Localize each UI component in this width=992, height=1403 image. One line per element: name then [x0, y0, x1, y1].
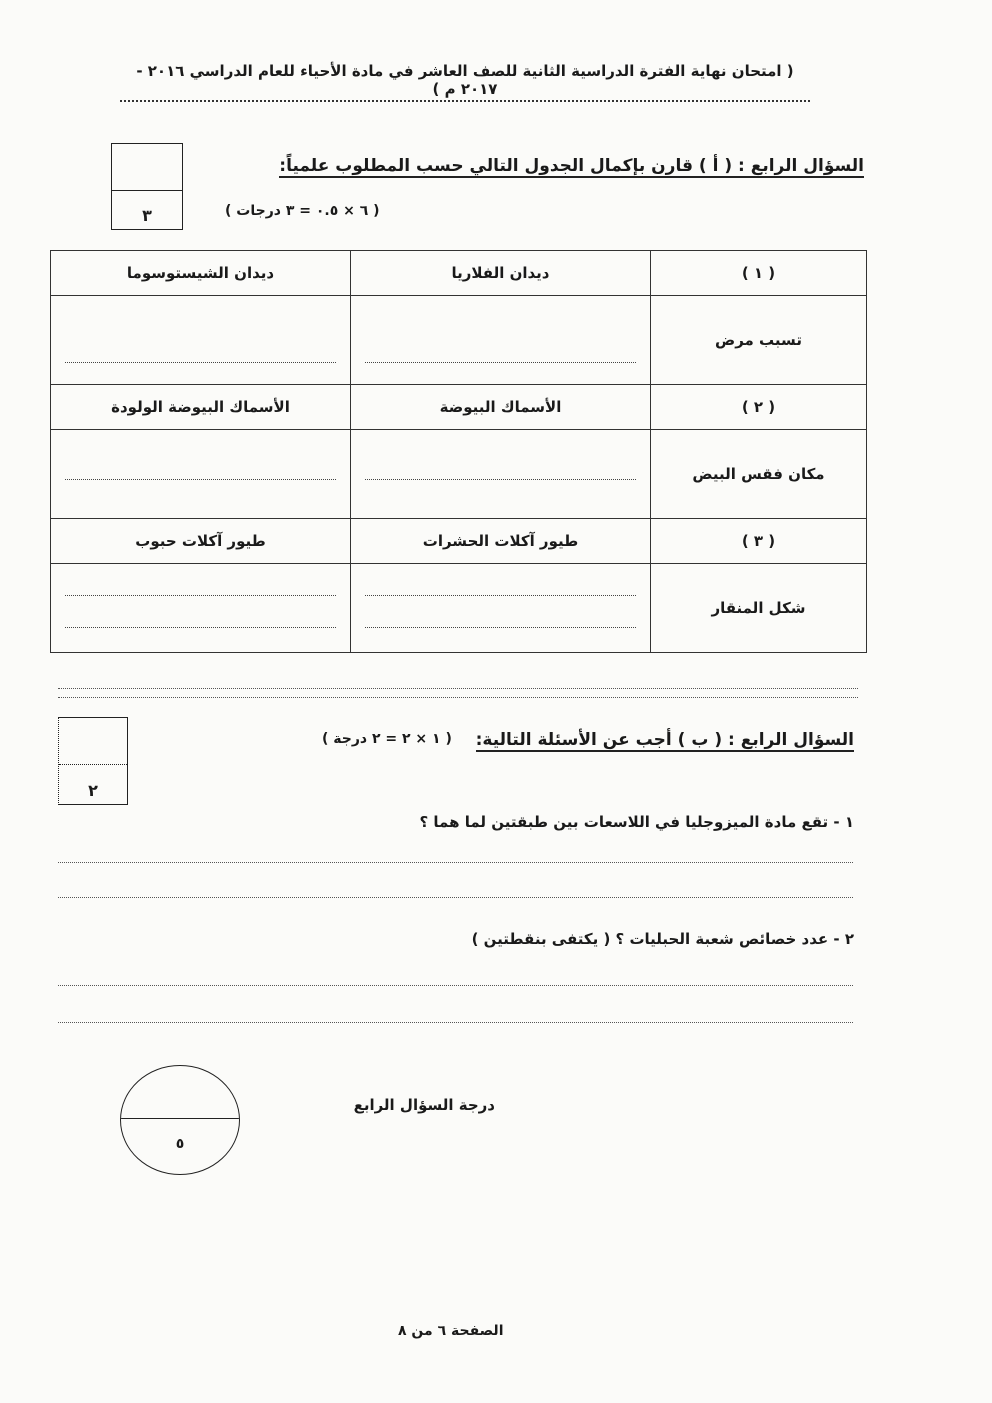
- answer-line: [65, 626, 336, 628]
- page-number: الصفحة ٦ من ٨: [398, 1323, 504, 1339]
- total-score-max: ٥: [175, 1136, 185, 1152]
- table-row: [51, 251, 867, 296]
- table-row: [51, 564, 867, 653]
- table-row: [51, 519, 867, 564]
- section-separator: [58, 697, 858, 698]
- q4b-heading-text: السؤال الرابع : ( ب ) أجب عن الأسئلة التالية:: [475, 730, 854, 750]
- compare-item-b: الأسماك البيوضة الولودة: [51, 385, 351, 430]
- comparison-table: [50, 250, 867, 653]
- answer-line[interactable]: [58, 1022, 853, 1023]
- q4a-heading-text: السؤال الرابع : ( أ ) قارن بإكمال الجدول التالي حسب المطلوب علمياً:: [279, 156, 864, 176]
- row-number: ( ٢ ): [651, 385, 867, 430]
- table-row: [51, 430, 867, 519]
- q4b-marks: ( ١ × ٢ = ٢ درجة ): [322, 731, 452, 747]
- criterion-label: مكان فقس البيض: [651, 430, 867, 519]
- q4a-score-max: ٣: [142, 206, 152, 225]
- answer-cell-a[interactable]: [351, 564, 651, 653]
- q4b-score-box: [58, 717, 128, 805]
- compare-item-b: طيور آكلات حبوب: [51, 519, 351, 564]
- q4b-heading: [476, 730, 854, 750]
- table-row: [51, 296, 867, 385]
- answer-line: [65, 594, 336, 596]
- q4a-score-box: [111, 143, 183, 230]
- total-score-label: درجة السؤال الرابع: [353, 1096, 495, 1114]
- compare-item-a: الأسماك البيوضة: [351, 385, 651, 430]
- answer-cell-b[interactable]: [51, 296, 351, 385]
- answer-cell-b[interactable]: [51, 430, 351, 519]
- criterion-label: تسبب مرض: [651, 296, 867, 385]
- q4b-score-max: ٢: [88, 781, 98, 800]
- score-box-divider: [112, 190, 182, 191]
- answer-line: [365, 626, 636, 628]
- compare-item-b: ديدان الشيستوسوما: [51, 251, 351, 296]
- question-1: ١ - تقع مادة الميزوجليا في اللاسعات بين طبقتين لما هما ؟: [419, 813, 854, 831]
- table-row: [51, 385, 867, 430]
- answer-line[interactable]: [58, 862, 853, 863]
- answer-line[interactable]: [58, 985, 853, 986]
- circle-divider: [121, 1118, 239, 1119]
- answer-cell-a[interactable]: [351, 430, 651, 519]
- answer-line: [65, 478, 336, 480]
- compare-item-a: ديدان الفلاريا: [351, 251, 651, 296]
- question-2: ٢ - عدد خصائص شعبة الحبليات ؟ ( يكتفى بنقطتين ): [471, 930, 854, 948]
- total-score-circle: [120, 1065, 240, 1175]
- score-box-divider: [59, 764, 127, 765]
- criterion-label: شكل المنقار: [651, 564, 867, 653]
- answer-cell-a[interactable]: [351, 296, 651, 385]
- row-number: ( ٣ ): [651, 519, 867, 564]
- answer-line: [65, 361, 336, 363]
- answer-line: [365, 594, 636, 596]
- compare-item-a: طيور آكلات الحشرات: [351, 519, 651, 564]
- q4a-marks: ( ٦ × ٠.٥ = ٣ درجات ): [225, 203, 380, 219]
- section-separator: [58, 688, 858, 689]
- answer-cell-b[interactable]: [51, 564, 351, 653]
- exam-header-title: ( امتحان نهاية الفترة الدراسية الثانية للصف العاشر في مادة الأحياء للعام الدراسي ٢٠١٦ - ٢٠١٧ م ): [120, 62, 810, 102]
- answer-line: [365, 478, 636, 480]
- answer-line[interactable]: [58, 897, 853, 898]
- q4a-heading: [279, 156, 864, 176]
- row-number: ( ١ ): [651, 251, 867, 296]
- answer-line: [365, 361, 636, 363]
